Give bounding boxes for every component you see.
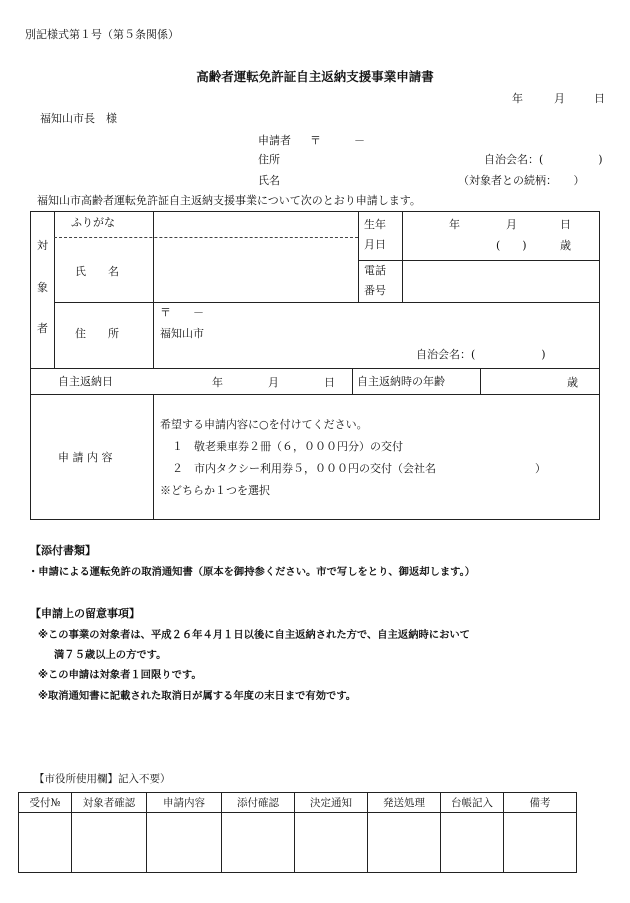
applicant-relation: （対象者との続柄： ） — [458, 174, 585, 187]
office-use-heading: 【市役所使用欄】記入不要） — [34, 773, 171, 785]
address-field[interactable] — [208, 326, 596, 344]
notes-heading: 【申請上の留意事項】 — [30, 607, 140, 620]
birth-month: 月 — [506, 218, 517, 231]
applicant-name-label: 氏名 — [258, 174, 280, 187]
name-field[interactable] — [156, 241, 354, 299]
birth-day: 日 — [560, 218, 571, 231]
city-name: 福知山市 — [160, 327, 204, 340]
office-cell[interactable] — [19, 813, 72, 873]
office-col-header: 備考 — [504, 793, 577, 813]
applicant-address-label: 住所 — [258, 153, 280, 166]
office-col-header: 添付確認 — [222, 793, 295, 813]
office-col-header: 台帳記入 — [441, 793, 504, 813]
date-day: 日 — [594, 92, 605, 105]
birth-label-1: 生年 — [364, 218, 386, 231]
option-note: ※どちらか１つを選択 — [160, 484, 270, 497]
subject-char-2: 象 — [37, 281, 48, 294]
content-label: 申 請 内 容 — [58, 451, 113, 464]
jichikai-label: 自治会名：( ) — [416, 348, 546, 361]
office-col-header: 対象者確認 — [72, 793, 147, 813]
return-year: 年 — [212, 376, 223, 389]
return-age-unit: 歳 — [567, 376, 578, 389]
form-number: 別記様式第１号（第５条関係） — [25, 28, 179, 41]
option-2[interactable]: ２ 市内タクシー利用券５，０００円の交付（会社名 ） — [172, 462, 546, 475]
office-col-header: 決定通知 — [295, 793, 368, 813]
office-cell[interactable] — [441, 813, 504, 873]
note-line-1: ※この事業の対象者は、平成２６年４月１日以後に自主返納された方で、自主返納時において — [38, 629, 470, 641]
postal-mark: 〒 － — [160, 306, 204, 319]
note-line-2: 満７５歳以上の方です。 — [54, 649, 167, 661]
phone-label-1: 電話 — [364, 264, 386, 277]
office-cell[interactable] — [222, 813, 295, 873]
page-title: 高齢者運転免許証自主返納支援事業申請書 — [196, 69, 434, 84]
applicant-jichikai: 自治会名：( ) — [484, 153, 603, 166]
intro-text: 福知山市高齢者運転免許証自主返納支援事業について次のとおり申請します。 — [37, 194, 421, 207]
content-instruction: 希望する申請内容に○を付けてください。 — [160, 418, 368, 431]
date-year: 年 — [512, 92, 523, 105]
applicant-postal: 〒 － — [310, 134, 365, 147]
return-day: 日 — [324, 376, 335, 389]
attachments-heading: 【添付書類】 — [30, 544, 96, 557]
office-cell[interactable] — [504, 813, 577, 873]
furigana-field[interactable] — [156, 214, 354, 234]
address-label: 住 所 — [75, 327, 119, 340]
age-unit: 歳 — [560, 239, 571, 252]
office-cell[interactable] — [295, 813, 368, 873]
office-col-header: 発送処理 — [368, 793, 441, 813]
note-line-3: ※この申請は対象者１回限りです。 — [38, 669, 202, 681]
attachment-item: ・申請による運転免許の取消通知書（原本を御持参ください。市で写しをとり、御返却します。） — [28, 566, 476, 578]
subject-char-1: 対 — [37, 239, 48, 252]
subject-char-3: 者 — [37, 322, 48, 335]
date-month: 月 — [554, 92, 565, 105]
office-cell[interactable] — [368, 813, 441, 873]
addressee: 福知山市長 様 — [40, 112, 117, 125]
return-month: 月 — [268, 376, 279, 389]
office-cell[interactable] — [147, 813, 222, 873]
option-1[interactable]: １ 敬老乗車券２冊（６，０００円分）の交付 — [172, 440, 403, 453]
office-col-header: 申請内容 — [147, 793, 222, 813]
phone-label-2: 番号 — [364, 284, 386, 297]
office-col-header: 受付№ — [19, 793, 72, 813]
phone-field[interactable] — [405, 263, 597, 299]
applicant-label: 申請者 — [258, 134, 291, 147]
birth-label-2: 月日 — [364, 238, 386, 251]
note-line-4: ※取消通知書に記載された取消日が属する年度の末日まで有効です。 — [38, 690, 357, 702]
age-paren: ( ) — [496, 239, 527, 252]
birth-year: 年 — [449, 218, 460, 231]
office-use-table — [18, 792, 577, 873]
name-label: 氏 名 — [75, 265, 119, 278]
office-cell[interactable] — [72, 813, 147, 873]
furigana-label: ふりがな — [71, 216, 115, 229]
return-date-label: 自主返納日 — [58, 375, 113, 388]
return-age-label: 自主返納時の年齢 — [357, 375, 445, 388]
